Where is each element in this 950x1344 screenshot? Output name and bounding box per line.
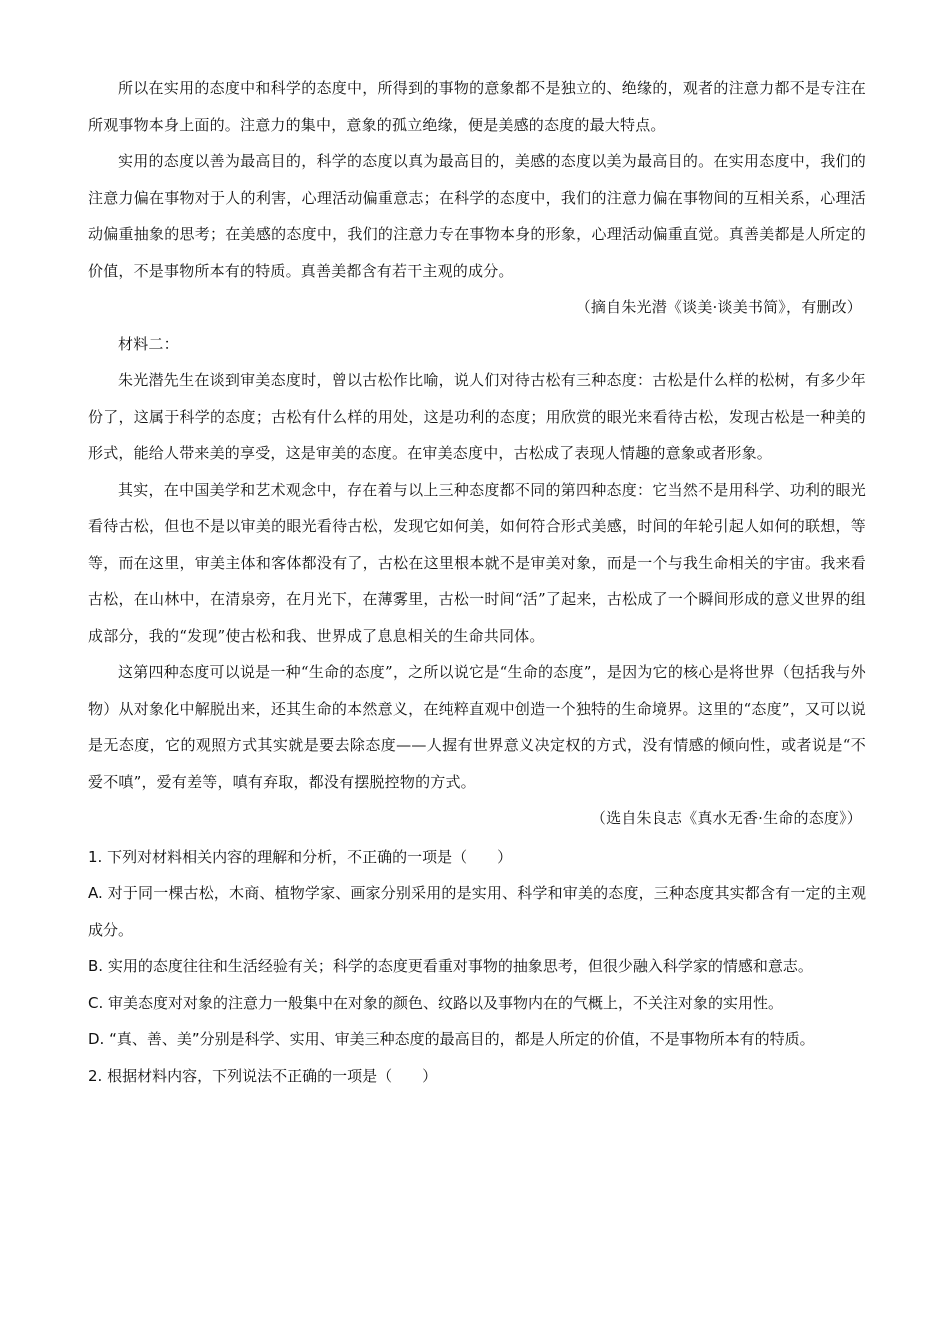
document-page (88, 70, 866, 1094)
passage-source-1: （摘自朱光潜《谈美·谈美书简》，有删改） (575, 298, 862, 316)
reading-passage (88, 70, 866, 837)
question-1-option-c: C. 审美态度对对象的注意力一般集中在对象的颜色、纹路以及事物内在的气概上，不关注对象的实用性。 (88, 993, 784, 1012)
passage-paragraph-2: 实用的态度以善为最高目的，科学的态度以真为最高目的，美感的态度以美为最高目的。在实用态度中，我们的注意力偏在事物对于人的利害，心理活动偏重意志；在科学的态度中，我们的注意力偏在事物间的互相关系，心理活动偏重抽象的思考；在美感的态度中，我们的注意力专在事物本身的形象，心理活动偏重直觉。真善美都是人所定的价值，不是事物所本有的特质。真善美都含有若干主观的成分。 (88, 152, 866, 280)
questions-section (88, 839, 866, 1095)
question-2: 2. 根据材料内容，下列说法不正确的一项是（ ） (88, 1066, 438, 1085)
material-2-label: 材料二： (118, 334, 179, 353)
passage-paragraph-4: 其实，在中国美学和艺术观念中，存在着与以上三种态度都不同的第四种态度：它当然不是用科学、功利的眼光看待古松，但也不是以审美的眼光看待古松，发现它如何美，如何符合形式美感，时间的年轮引起人如何的联想，等等，而在这里，审美主体和客体都没有了，古松在这里根本就不是审美对象，而是一个与我生命相关的宇宙。我来看古松，在山林中，在清泉旁，在月光下，在薄雾里，古松一时间“活”了起来，古松成了一个瞬间形成的意义世界的组成部分，我的“发现”使古松和我、世界成了息息相关的生命共同体。 (88, 480, 866, 645)
passage-paragraph-5: 这第四种态度可以说是一种“生命的态度”，之所以说它是“生命的态度”，是因为它的核心是将世界（包括我与外物）从对象化中解脱出来，还其生命的本然意义，在纯粹直观中创造一个独特的生命境界。这里的“态度”，又可以说是无态度，它的观照方式其实就是要去除态度——人握有世界意义决定权的方式，没有情感的倾向性，或者说是“不爱不嗔”，爱有差等，嗔有弃取，都没有摆脱控物的方式。 (88, 663, 866, 791)
passage-paragraph-1: 所以在实用的态度中和科学的态度中，所得到的事物的意象都不是独立的、绝缘的，观者的注意力都不是专注在所观事物本身上面的。注意力的集中，意象的孤立绝缘，便是美感的态度的最大特点。 (88, 79, 866, 134)
passage-source-2: （选自朱良志《真水无香·生命的态度》） (590, 809, 862, 827)
question-1-option-b: B. 实用的态度往往和生活经验有关；科学的态度更看重对事物的抽象思考，但很少融入科学家的情感和意志。 (88, 957, 813, 975)
question-1-option-d: D. “真、善、美”分别是科学、实用、审美三种态度的最高目的，都是人所定的价值，不是事物所本有的特质。 (88, 1030, 815, 1048)
question-1-option-a: A. 对于同一棵古松，木商、植物学家、画家分别采用的是实用、科学和审美的态度，三种态度其实都含有一定的主观成分。 (88, 884, 866, 939)
question-1: 1. 下列对材料相关内容的理解和分析，不正确的一项是（ ） (88, 847, 513, 866)
passage-paragraph-3: 朱光潜先生在谈到审美态度时，曾以古松作比喻，说人们对待古松有三种态度：古松是什么样的松树，有多少年份了，这属于科学的态度；古松有什么样的用处，这是功利的态度；用欣赏的眼光来看待古松，发现古松是一种美的形式，能给人带来美的享受，这是审美的态度。在审美态度中，古松成了表现人情趣的意象或者形象。 (88, 371, 866, 462)
